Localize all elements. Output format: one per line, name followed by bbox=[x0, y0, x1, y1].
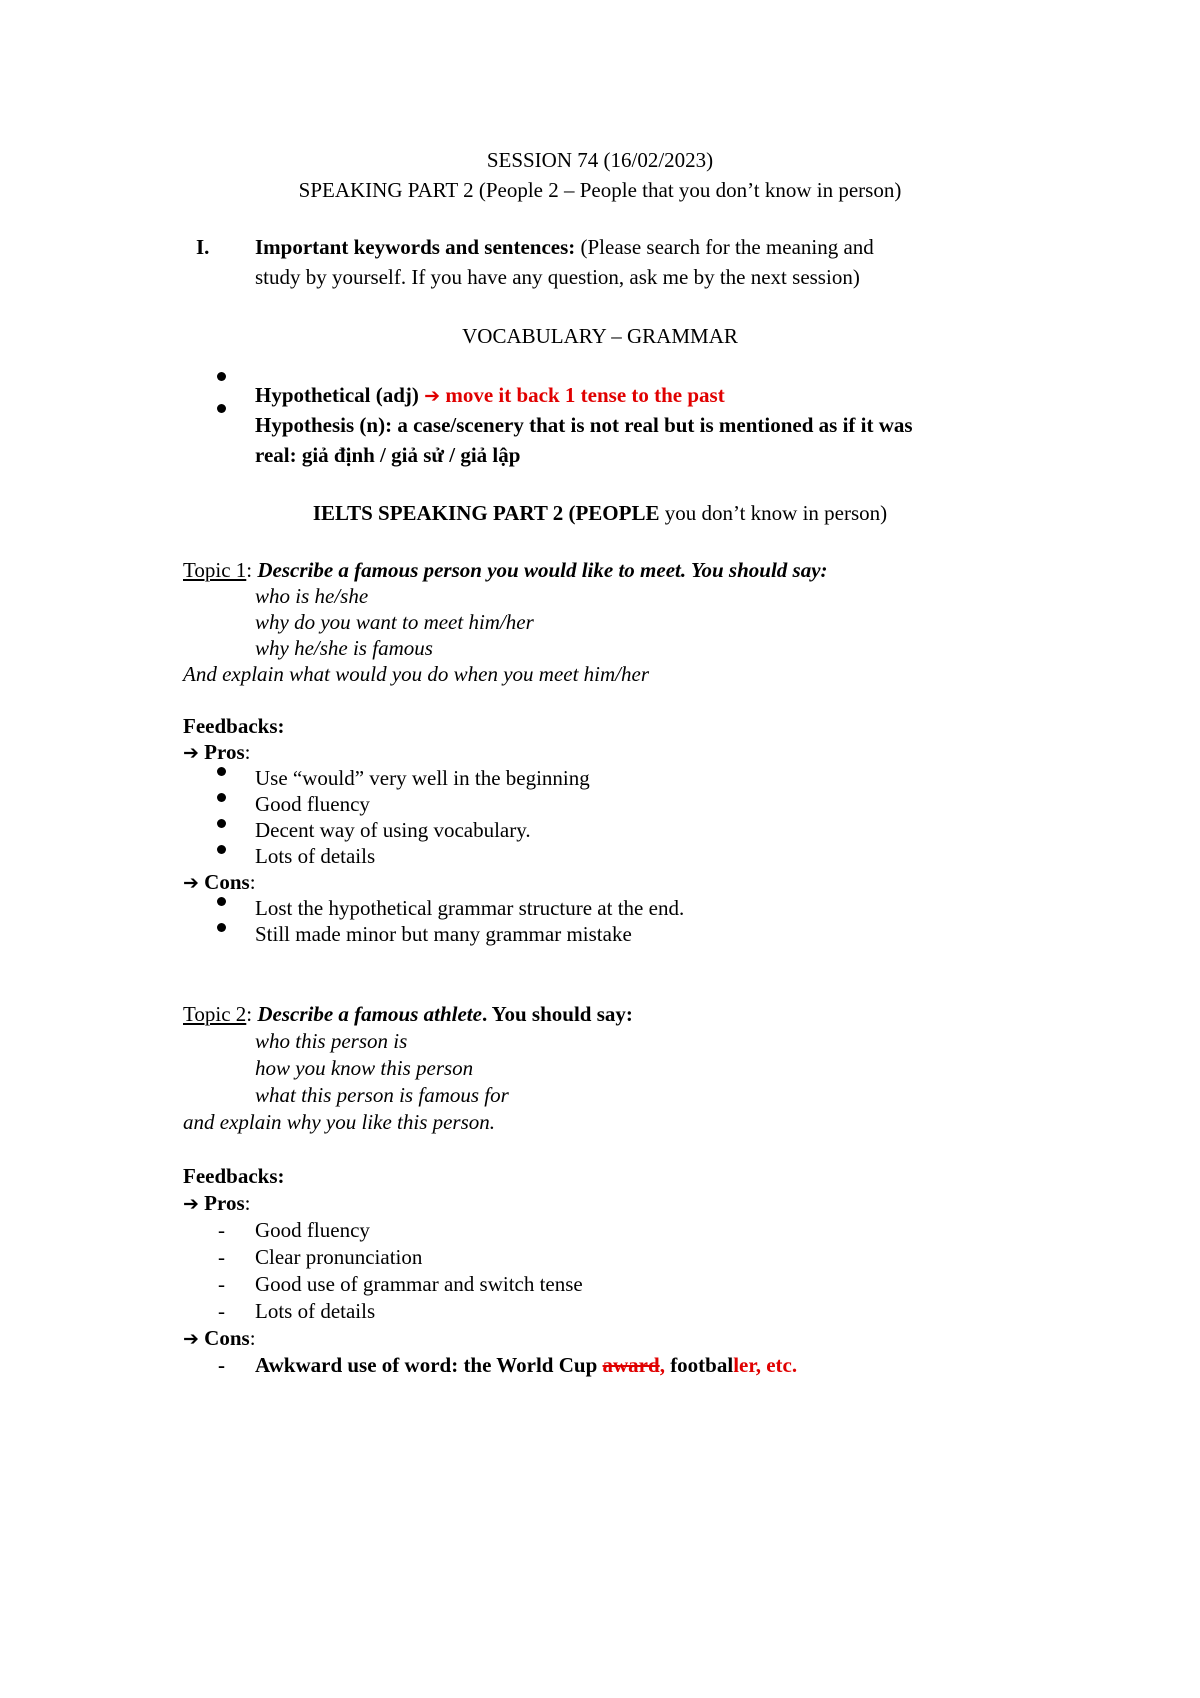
topic-2-label: Topic 2 bbox=[183, 1002, 247, 1026]
pros-label: Pros bbox=[204, 1191, 245, 1215]
vocab-term-1: Hypothetical (adj) bbox=[255, 383, 419, 407]
dash-marker: - bbox=[218, 1299, 225, 1323]
topic-2-cue: who this person is bbox=[255, 1029, 408, 1053]
topic-1-pros-heading bbox=[183, 738, 250, 767]
pros-colon: : bbox=[244, 740, 251, 764]
list-item: Use “would” very well in the beginning bbox=[255, 766, 590, 790]
arrow-icon: ➔ bbox=[183, 872, 199, 894]
section-instruction-2: study by yourself. If you have any question, ask me by the next session) bbox=[255, 265, 860, 289]
topic-2-colon: : bbox=[246, 1002, 253, 1026]
part-title: SPEAKING PART 2 (People 2 – People that you don’t know in person) bbox=[298, 178, 902, 202]
topic-1-cue: who is he/she bbox=[255, 584, 369, 608]
topic-2-cons-item bbox=[255, 1351, 797, 1379]
ielts-heading bbox=[0, 499, 1200, 527]
vocab-item-1 bbox=[255, 381, 725, 410]
bullet-icon bbox=[216, 371, 228, 383]
topic-1-cue: why he/she is famous bbox=[255, 636, 433, 660]
topic-1-closing: And explain what would you do when you meet him/her bbox=[183, 662, 650, 686]
list-item: Good fluency bbox=[255, 792, 370, 816]
list-item: Decent way of using vocabulary. bbox=[255, 818, 531, 842]
cons-label: Cons bbox=[204, 870, 250, 894]
pros-label: Pros bbox=[204, 740, 245, 764]
ielts-heading-rest: you don’t know in person) bbox=[659, 501, 888, 525]
struck-word: award bbox=[602, 1353, 660, 1377]
topic-2-cue: what this person is famous for bbox=[255, 1083, 509, 1107]
topic-1-label: Topic 1 bbox=[183, 558, 247, 582]
topic-1-colon: : bbox=[246, 558, 253, 582]
topic-1-cue: why do you want to meet him/her bbox=[255, 610, 534, 634]
arrow-icon: ➔ bbox=[183, 1328, 199, 1350]
list-item: Lots of details bbox=[255, 1299, 376, 1323]
red-comma: , bbox=[659, 1353, 665, 1377]
topic-1-prompt: Describe a famous person you would like to meet. You should say: bbox=[257, 558, 828, 582]
list-item: Lost the hypothetical grammar structure at the end. bbox=[255, 896, 685, 920]
topic-1-cons-heading bbox=[183, 868, 256, 897]
list-item: Good fluency bbox=[255, 1218, 370, 1242]
arrow-icon: ➔ bbox=[183, 1193, 199, 1215]
topic-2-feedback-title: Feedbacks: bbox=[183, 1164, 285, 1188]
cons-text: Awkward use of word: the World Cup bbox=[255, 1353, 603, 1377]
list-item: Clear pronunciation bbox=[255, 1245, 423, 1269]
section-heading bbox=[255, 233, 874, 261]
session-title: SESSION 74 (16/02/2023) bbox=[486, 148, 714, 172]
bullet-icon bbox=[216, 896, 228, 908]
dash-marker: - bbox=[218, 1272, 225, 1296]
topic-1-feedback-title: Feedbacks: bbox=[183, 714, 285, 738]
dash-marker: - bbox=[218, 1353, 225, 1377]
topic-2-prompt-rest: . You should say: bbox=[481, 1002, 633, 1026]
topic-1-line bbox=[183, 556, 828, 584]
vocab-note-1: move it back 1 tense to the past bbox=[445, 383, 725, 407]
list-item: Lots of details bbox=[255, 844, 376, 868]
section-title: Important keywords and sentences: bbox=[255, 235, 576, 259]
ielts-heading-bold: IELTS SPEAKING PART 2 (PEOPLE bbox=[312, 501, 660, 525]
arrow-icon: ➔ bbox=[183, 742, 199, 764]
correction-suffix: ler, etc. bbox=[733, 1353, 798, 1377]
pros-colon: : bbox=[244, 1191, 251, 1215]
vocab-item-2-line-2: real: giả định / giả sử / giả lập bbox=[255, 443, 521, 467]
bullet-icon bbox=[216, 792, 228, 804]
list-item: Good use of grammar and switch tense bbox=[255, 1272, 583, 1296]
vocab-heading: VOCABULARY – GRAMMAR bbox=[462, 324, 738, 348]
bullet-icon bbox=[216, 818, 228, 830]
bullet-icon bbox=[216, 922, 228, 934]
bullet-icon bbox=[216, 844, 228, 856]
dash-marker: - bbox=[218, 1218, 225, 1242]
bullet-icon bbox=[216, 403, 228, 415]
cons-colon: : bbox=[249, 1326, 256, 1350]
section-numeral: I. bbox=[196, 235, 210, 259]
list-item: Still made minor but many grammar mistake bbox=[255, 922, 632, 946]
bullet-icon bbox=[216, 766, 228, 778]
topic-2-cue: how you know this person bbox=[255, 1056, 474, 1080]
topic-2-line bbox=[183, 1000, 633, 1028]
topic-2-prompt: Describe a famous athlete bbox=[257, 1002, 482, 1026]
cons-colon: : bbox=[249, 870, 256, 894]
cons-text-word: footbal bbox=[664, 1353, 734, 1377]
arrow-icon: ➔ bbox=[424, 385, 441, 407]
cons-label: Cons bbox=[204, 1326, 250, 1350]
vocab-item-2-line-1: Hypothesis (n): a case/scenery that is not real but is mentioned as if it was bbox=[255, 413, 913, 437]
topic-2-closing: and explain why you like this person. bbox=[183, 1110, 496, 1134]
topic-2-cons-heading bbox=[183, 1324, 256, 1353]
section-instruction-1: (Please search for the meaning and bbox=[580, 235, 874, 259]
dash-marker: - bbox=[218, 1245, 225, 1269]
topic-2-pros-heading bbox=[183, 1189, 250, 1218]
